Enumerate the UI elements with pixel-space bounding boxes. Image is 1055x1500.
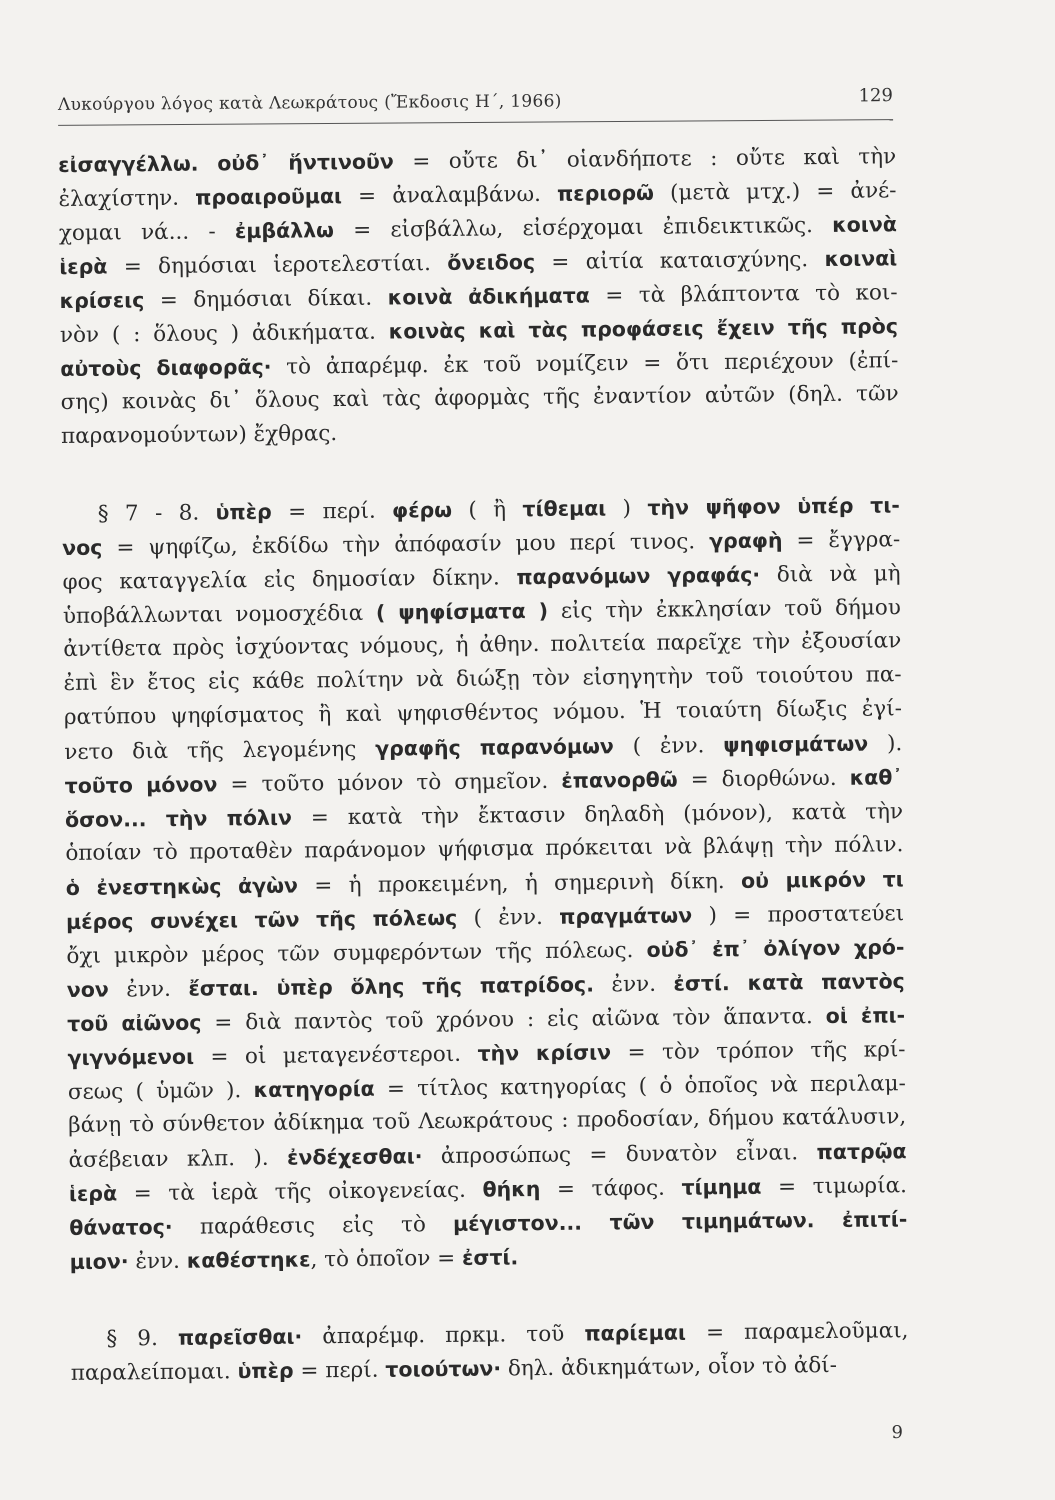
gloss-text: = τάφος. [540,1175,682,1203]
gloss-text: (μετὰ μτχ.) = ἀνέ- [653,178,897,206]
lemma-term: ὑπὲρ [215,499,272,525]
paragraph [58,139,899,454]
gloss-text: παράθεσις εἰς τὸ [172,1211,454,1240]
gloss-text: = ἔγγρα- [782,527,901,554]
gloss-text: παρανομούντων) ἔχθρας. [60,421,338,449]
gloss-text: ὁποίαν τὸ προταθὲν παράνομον ψήφισμα πρόκειται νὰ βλάψῃ τὴν πόλιν. [65,832,904,866]
gloss-text: ( ἢ [451,497,523,523]
gloss-text: § 9. [106,1325,179,1352]
lemma-term: οὐ μικρόν τι [740,867,904,893]
lemma-term: ἐνδέχεσθαι· [286,1144,423,1170]
gloss-text: χομαι νά... - [58,219,236,246]
lemma-term: πατρῷα [816,1139,907,1165]
lemma-term: μέγιστον... τῶν τιμημάτων. ἐπιτί- [452,1207,908,1236]
gloss-text: βάνῃ τὸ σύνθετον ἀδίκημα τοῦ Λεωκράτους : προδοσίαν, δήμου κατάλυσιν, [68,1104,907,1138]
gloss-text: = ἀναλαμβάνω. [341,181,558,210]
gloss-text: ) [606,495,648,522]
page-number: 129 [858,85,894,107]
gloss-text: = δημόσιαι δίκαι. [144,285,388,314]
gloss-text: = τὰ βλάπτοντα τὸ κοι- [589,280,898,309]
lemma-term: τίμημα [681,1174,762,1200]
lemma-term: ὑπὲρ [237,1358,294,1384]
signature-mark: 9 [891,1422,903,1443]
lemma-term: τὴν κρίσιν [477,1040,612,1066]
running-header [57,85,894,126]
gloss-text: = διορθώνω. [677,765,850,793]
gloss-text: = τιμωρία. [761,1173,908,1200]
gloss-text: ἀπαρέμφ. πρκμ. τοῦ [302,1321,585,1350]
gloss-text: = οἱ μεταγενέστεροι. [193,1041,478,1070]
lemma-term: ( ψηφίσματα ) [375,598,549,625]
paragraph [70,1313,909,1390]
gloss-text: τὸ ἀπαρέμφ. ἐκ τοῦ νομίζειν = ὅτι περιέχουν (ἐπί- [271,348,899,380]
gloss-text: = δημόσιαι ἱεροτελεστίαι. [107,250,448,280]
gloss-text: νετο διὰ τῆς λεγομένης [64,736,376,765]
gloss-text: δηλ. ἀδικημάτων, οἷον τὸ ἀδί- [500,1352,838,1382]
lemma-term: γραφὴ [708,528,783,554]
gloss-text: = τίτλος κατηγορίας ( ὁ ὁποῖος νὰ περιλαμ- [374,1071,906,1102]
lemma-term: κρίσεις [59,288,145,313]
lemma-term: πραγμάτων [559,903,693,929]
gloss-text: σης) κοινὰς δι᾿ ὅλους καὶ τὰς ἀφορμὰς τῆς ἐναντίον αὐτῶν (δηλ. τῶν [60,381,899,415]
lemma-term: ὁ ἐνεστηκὼς ἀγὼν [65,873,299,900]
gloss-text: § 7 - 8. [97,500,216,527]
gloss-text: ἐλαχίστην. [58,185,196,212]
lemma-term: ὄνειδος [447,250,536,275]
lemma-term: τίθεμαι [522,496,607,522]
lemma-term: γιγνόμενοι [67,1044,195,1070]
lemma-term: κοινὰ [832,212,897,237]
lemma-term: καθέστηκε [186,1247,311,1273]
gloss-text: = ψηφίζω, ἐκδίδω τὴν ἀπόφασίν μου περί τινος. [102,529,710,561]
lemma-term: ὅσον... τὴν πόλιν [64,805,293,832]
lemma-term: μιον· [69,1249,129,1274]
gloss-text: ἐνν. [593,971,674,998]
glossary-body [58,139,909,1390]
lemma-term: τὴν ψῆφον ὑπέρ τι- [647,493,900,520]
lemma-term: εἰσαγγέλλω. οὐδ᾿ ἥντινοῦν [58,149,394,177]
lemma-term: καθ᾿ [849,765,903,790]
paragraph [62,488,908,1279]
gloss-text: ρατύπου ψηφίσματος ἢ καὶ ψηφισθέντος νόμου. Ἡ τοιαύτη δίωξις ἐγί- [63,696,903,730]
lemma-term: ἐστί. κατὰ παντὸς [673,969,905,996]
lemma-term: περιορῶ [556,180,655,206]
lemma-term: τοιούτων· [385,1356,502,1382]
gloss-text: ἐνν. [108,976,189,1003]
gloss-text: ἀσέβειαν κλπ. ). [68,1145,288,1173]
lemma-term: κοινὰ ἀδικήματα [387,283,590,310]
lemma-term: παρεῖσθαι· [177,1324,303,1350]
gloss-text: = κατὰ τὴν ἔκτασιν δηλαδὴ (μόνον), κατὰ τὴν [291,799,904,831]
gloss-text: = παραμελοῦμαι, [685,1318,909,1346]
lemma-term: γραφῆς παρανόμων [375,734,614,761]
gloss-text: ὄχι μικρὸν μέρος τῶν συμφερόντων τῆς πόλεως. [66,937,647,969]
lemma-term: κοιναὶ [824,246,898,271]
gloss-text: = αἰτία καταισχύνης. [534,246,825,276]
lemma-term: κατηγορία [253,1076,375,1103]
lemma-term: ἐπανορθῶ [561,767,678,793]
gloss-text: διὰ νὰ μὴ [760,561,901,588]
gloss-text: = οὔτε δι᾿ οἱανδήποτε : οὔτε καὶ τὴν [393,144,897,175]
lemma-term: ἱερὰ [68,1181,118,1206]
gloss-text: φος καταγγελία εἰς δημοσίαν δίκην. [62,565,517,595]
gloss-text: = τὸν τρόπον τῆς κρί- [610,1037,906,1066]
gloss-text: = ἡ προκειμένη, ἡ σημερινὴ δίκη. [297,868,742,899]
gloss-text: = περί. [271,498,393,525]
gloss-text: , τὸ ὁποῖον = [310,1245,463,1273]
gloss-text: νὸν ( : ὅλους ) ἀδικήματα. [59,319,389,348]
gloss-text: ἐνν. [128,1248,187,1275]
lemma-term: αὐτοὺς διαφορᾶς· [60,354,272,381]
gloss-text: = εἰσβάλλω, εἰσέρχομαι ἐπιδεικτικῶς. [333,212,833,244]
gloss-text: σεως ( ὑμῶν ). [67,1078,254,1105]
lemma-term: οἱ ἐπι- [825,1003,906,1029]
gloss-text: ἐπὶ ἓν ἔτος εἰς κάθε πολίτην νὰ διώξῃ τὸν εἰσηγητὴν τοῦ τοιούτου πα- [63,662,902,696]
gloss-text: ( ἐνν. [613,733,724,760]
lemma-term: φέρω [391,497,453,523]
lemma-term: μέρος συνέχει τῶν τῆς πόλεως [65,905,458,934]
gloss-text: ἀντίθετα πρὸς ἰσχύοντας νόμους, ἡ ἀθην. πολιτεία παρεῖχε τὴν ἐξουσίαν [63,628,902,662]
gloss-text: = τὰ ἱερὰ τῆς οἰκογενείας. [116,1177,483,1207]
gloss-text: = διὰ παντὸς τοῦ χρόνου : εἰς αἰῶνα τὸν ἅπαντα. [201,1004,826,1036]
lemma-term: ἐμβάλλω [234,218,335,244]
lemma-term: προαιροῦμαι [195,184,343,210]
gloss-text: παραλείπομαι. [70,1359,238,1386]
gloss-text: ( ἐνν. [457,904,560,931]
lemma-term: ἔσται. ὑπὲρ ὅλης τῆς πατρίδος. [188,972,595,1001]
gloss-text: ὑποβάλλωνται νομοσχέδια [62,600,377,629]
gloss-text: = περί. [293,1357,386,1384]
gloss-text: ἀπροσώπως = δυνατὸν εἶναι. [422,1140,817,1170]
lemma-term: τοῦ αἰῶνος [67,1010,202,1036]
lemma-term: ἱερὰ [59,254,108,279]
lemma-term: παρίεμαι [584,1320,687,1346]
gloss-text: ). [868,731,903,757]
lemma-term: τοῦτο μόνον [64,772,218,798]
gloss-text: εἰς τὴν ἐκκλησίαν τοῦ δήμου [547,595,901,624]
lemma-term: θάνατος· [69,1214,173,1240]
gloss-text: ) = προστατεύει [692,901,905,929]
lemma-term: παρανόμων γραφάς· [516,562,761,590]
running-title: Λυκούργου λόγος κατὰ Λεωκράτους (Ἔκδοσις Η΄, 1966) [57,91,562,115]
lemma-term: ψηφισμάτων [723,731,869,758]
lemma-term: θήκη [482,1177,541,1202]
lemma-term: οὐδ᾿ ἐπ᾿ ὀλίγον χρό- [646,935,905,962]
lemma-term: νον [66,977,109,1002]
gloss-text: = τοῦτο μόνον τὸ σημεῖον. [217,768,562,798]
lemma-term: νος [62,535,103,560]
lemma-term: ἐστί. [461,1245,519,1270]
lemma-term: κοινὰς καὶ τὰς προφάσεις ἔχειν τῆς πρὸς [388,314,899,344]
